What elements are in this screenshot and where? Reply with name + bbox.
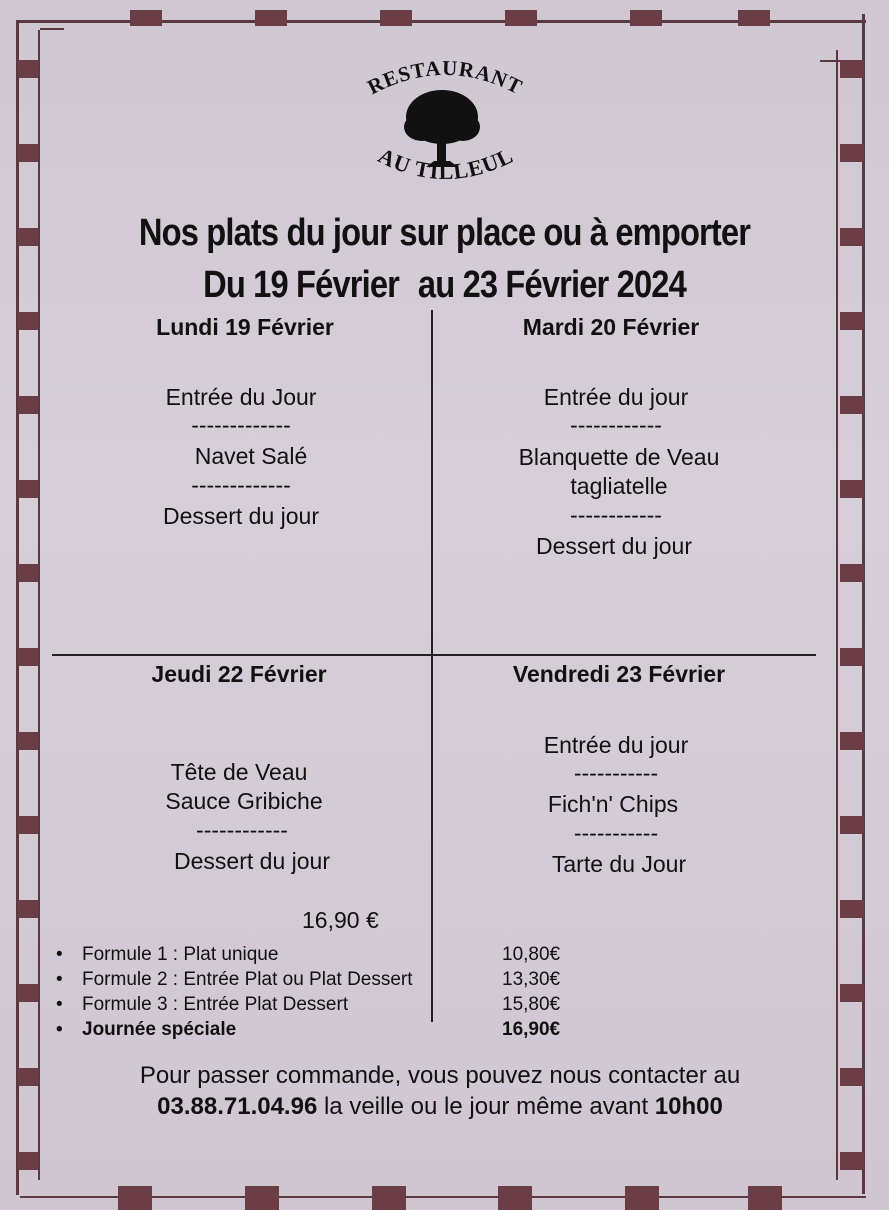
border-line — [16, 20, 19, 1195]
formula-price: 16,90€ — [502, 1019, 561, 1040]
border-line — [38, 30, 40, 1180]
formula-label: Formule 1 : Plat unique — [82, 944, 279, 965]
border-line — [836, 50, 838, 1180]
contact-middle-text: la veille ou le jour même avant — [317, 1093, 655, 1120]
formula-price: 10,80€ — [502, 944, 561, 965]
date-range-end: au 23 Février 2024 — [417, 264, 686, 306]
logo-text-bottom: AU TILLEUL — [374, 142, 518, 185]
border-square — [840, 900, 864, 918]
border-square — [18, 1152, 38, 1170]
border-square — [18, 480, 38, 498]
menu-item: Blanquette de Veau — [518, 444, 720, 470]
border-square — [840, 816, 864, 834]
bullet-icon: • — [56, 994, 63, 1015]
border-square — [18, 648, 38, 666]
contact-details — [0, 1093, 880, 1121]
border-square — [255, 10, 287, 26]
border-square — [498, 1186, 532, 1210]
day-title-monday: Lundi 19 Février — [156, 314, 334, 340]
border-square — [380, 10, 412, 26]
formula-price: 15,80€ — [502, 994, 561, 1015]
border-square — [840, 312, 864, 330]
border-square — [840, 396, 864, 414]
page-title: Nos plats du jour sur place ou à emporter — [138, 212, 751, 254]
menu-item: Dessert du jour — [174, 848, 330, 874]
menu-item: Tarte du Jour — [551, 851, 687, 877]
formula-price: 13,30€ — [502, 969, 561, 990]
border-square — [130, 10, 162, 26]
formula-label: Formule 3 : Entrée Plat Dessert — [82, 994, 349, 1015]
horizontal-divider — [52, 654, 816, 656]
separator: ------------- — [191, 412, 291, 438]
border-square — [840, 228, 864, 246]
border-square — [505, 10, 537, 26]
border-square — [840, 60, 864, 78]
menu-item: Entrée du jour — [543, 384, 689, 410]
border-line — [40, 28, 64, 30]
border-square — [840, 144, 864, 162]
border-square — [840, 564, 864, 582]
border-square — [372, 1186, 406, 1210]
border-square — [18, 564, 38, 582]
separator: ------------ — [570, 502, 662, 528]
border-square — [840, 480, 864, 498]
day-title-friday: Vendredi 23 Février — [512, 661, 726, 687]
day-title-tuesday: Mardi 20 Février — [522, 314, 700, 340]
bullet-icon: • — [56, 1019, 63, 1040]
menu-item: Navet Salé — [194, 443, 308, 469]
bullet-icon: • — [56, 969, 63, 990]
menu-item: Entrée du Jour — [165, 384, 317, 410]
border-square — [840, 984, 864, 1002]
date-range-start: Du 19 Février — [203, 264, 400, 306]
border-square — [18, 144, 38, 162]
border-square — [840, 732, 864, 750]
separator: ----------- — [573, 820, 659, 846]
border-square — [18, 900, 38, 918]
menu-item: Tête de Veau — [170, 759, 308, 785]
separator: ------------- — [191, 472, 291, 498]
special-day-price: 16,90 € — [302, 907, 379, 933]
formula-label: Formule 2 : Entrée Plat ou Plat Dessert — [82, 969, 413, 990]
border-square — [18, 732, 38, 750]
logo-text-top: RESTAURANT — [363, 55, 527, 100]
menu-item: Entrée du jour — [543, 732, 689, 758]
formula-label: Journée spéciale — [82, 1019, 237, 1040]
border-square — [738, 10, 770, 26]
phone-number: 03.88.71.04.96 — [157, 1093, 318, 1120]
border-square — [630, 10, 662, 26]
border-square — [840, 1152, 864, 1170]
border-square — [18, 984, 38, 1002]
border-square — [118, 1186, 152, 1210]
contact-text: Pour passer commande, vous pouvez nous contacter au — [139, 1062, 741, 1089]
date-range — [62, 264, 827, 307]
border-square — [625, 1186, 659, 1210]
bullet-icon: • — [56, 944, 63, 965]
menu-item: tagliatelle — [570, 473, 668, 499]
separator: ----------- — [573, 760, 659, 786]
border-square — [18, 60, 38, 78]
border-square — [245, 1186, 279, 1210]
border-square — [18, 228, 38, 246]
border-square — [840, 648, 864, 666]
day-title-thursday: Jeudi 22 Février — [151, 661, 327, 687]
menu-item: Dessert du jour — [163, 503, 319, 529]
border-square — [18, 312, 38, 330]
border-square — [18, 816, 38, 834]
border-square — [748, 1186, 782, 1210]
border-square — [18, 396, 38, 414]
separator: ------------ — [196, 817, 288, 843]
menu-item: Fich'n' Chips — [547, 791, 679, 817]
menu-item: Dessert du jour — [536, 533, 692, 559]
restaurant-logo — [330, 55, 560, 205]
border-line — [862, 14, 865, 1194]
menu-item: Sauce Gribiche — [165, 788, 323, 814]
separator: ------------ — [570, 412, 662, 438]
deadline-time: 10h00 — [654, 1093, 723, 1120]
